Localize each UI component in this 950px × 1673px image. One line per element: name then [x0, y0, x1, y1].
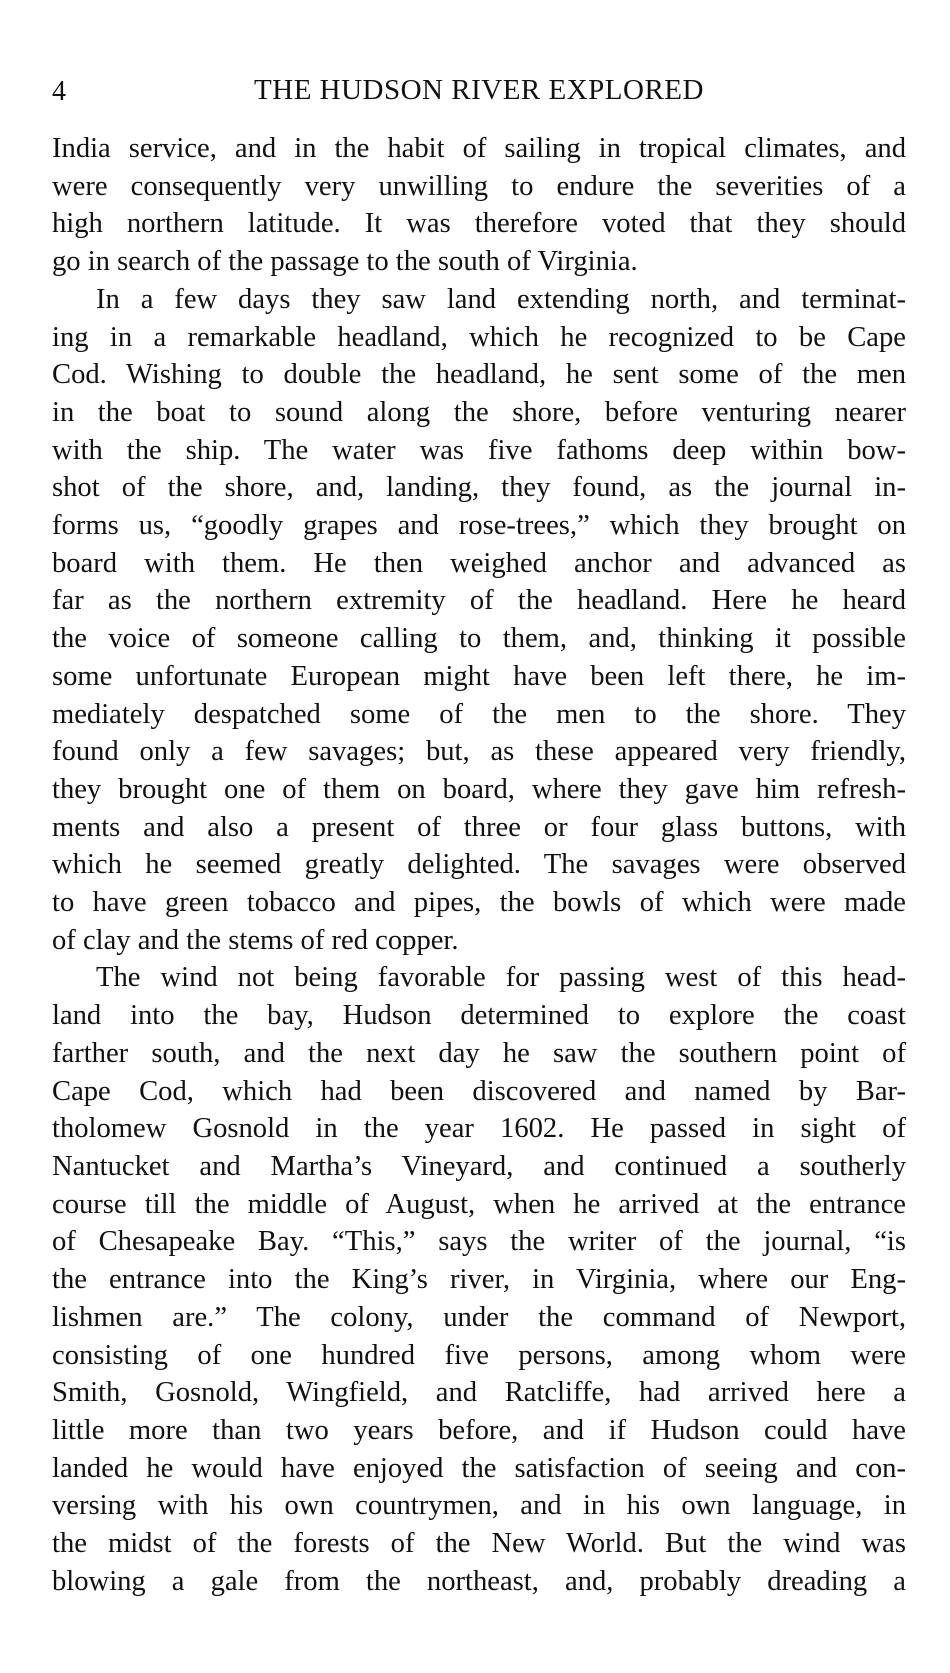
text-line: high northern latitude. It was therefore voted that they should — [52, 208, 906, 240]
text-line: blowing a gale from the northeast, and, probably dreading a — [52, 1565, 906, 1597]
text-line: Cape Cod, which had been discovered and named by Bar- — [52, 1075, 906, 1107]
text-line: consisting of one hundred five persons, among whom were — [52, 1339, 906, 1371]
text-line: mediately despatched some of the men to the shore. They — [52, 698, 906, 730]
text-line: Smith, Gosnold, Wingfield, and Ratcliffe, had arrived here a — [52, 1377, 906, 1409]
text-line: they brought one of them on board, where they gave him refresh- — [52, 773, 906, 805]
text-line: the entrance into the King’s river, in Virginia, where our Eng- — [52, 1264, 906, 1296]
text-line: land into the bay, Hudson determined to explore the coast — [52, 1000, 906, 1032]
text-line: the voice of someone calling to them, and, thinking it possible — [52, 623, 906, 655]
text-line: in the boat to sound along the shore, before venturing nearer — [52, 396, 906, 428]
text-line: which he seemed greatly delighted. The savages were observed — [52, 849, 906, 881]
text-line: little more than two years before, and if Hudson could have — [52, 1414, 906, 1446]
body-text — [52, 130, 906, 1600]
text-line: to have green tobacco and pipes, the bowls of which were made — [52, 887, 906, 919]
text-line: farther south, and the next day he saw the southern point of — [52, 1037, 906, 1069]
text-line: board with them. He then weighed anchor and advanced as — [52, 547, 906, 579]
paragraph — [52, 130, 906, 281]
text-line: found only a few savages; but, as these appeared very friendly, — [52, 736, 906, 768]
text-line: Cod. Wishing to double the headland, he sent some of the men — [52, 359, 906, 391]
text-line: go in search of the passage to the south of Virginia. — [52, 246, 638, 278]
text-line: In a few days they saw land extending north, and terminat- — [96, 283, 906, 315]
text-line: tholomew Gosnold in the year 1602. He passed in sight of — [52, 1113, 906, 1145]
text-line: far as the northern extremity of the headland. Here he heard — [52, 585, 906, 617]
paragraph — [52, 959, 906, 1600]
text-line: of Chesapeake Bay. “This,” says the writer of the journal, “is — [52, 1226, 906, 1258]
text-line: landed he would have enjoyed the satisfaction of seeing and con- — [52, 1452, 906, 1484]
text-line: versing with his own countrymen, and in his own language, in — [52, 1490, 906, 1522]
page-number: 4 — [52, 76, 66, 107]
text-line: with the ship. The water was five fathoms deep within bow- — [52, 434, 906, 466]
text-line: of clay and the stems of red copper. — [52, 924, 459, 956]
text-line: were consequently very unwilling to endure the severities of a — [52, 170, 906, 202]
text-line: the midst of the forests of the New World. But the wind was — [52, 1528, 906, 1560]
text-line: Nantucket and Martha’s Vineyard, and continued a southerly — [52, 1150, 906, 1182]
text-line: ing in a remarkable headland, which he recognized to be Cape — [52, 321, 906, 353]
text-line: shot of the shore, and, landing, they found, as the journal in- — [52, 472, 906, 504]
text-line: forms us, “goodly grapes and rose-trees,” which they brought on — [52, 510, 906, 542]
text-line: course till the middle of August, when he arrived at the entrance — [52, 1188, 906, 1220]
running-head — [52, 70, 906, 118]
running-title: THE HUDSON RIVER EXPLORED — [254, 74, 704, 106]
book-page — [52, 70, 906, 1600]
text-line: India service, and in the habit of sailing in tropical climates, and — [52, 133, 906, 164]
text-line: lishmen are.” The colony, under the command of Newport, — [52, 1301, 906, 1333]
text-line: some unfortunate European might have been left there, he im- — [52, 660, 906, 692]
text-line: The wind not being favorable for passing west of this head- — [96, 962, 906, 994]
paragraph — [52, 281, 906, 960]
text-line: ments and also a present of three or four glass buttons, with — [52, 811, 906, 843]
